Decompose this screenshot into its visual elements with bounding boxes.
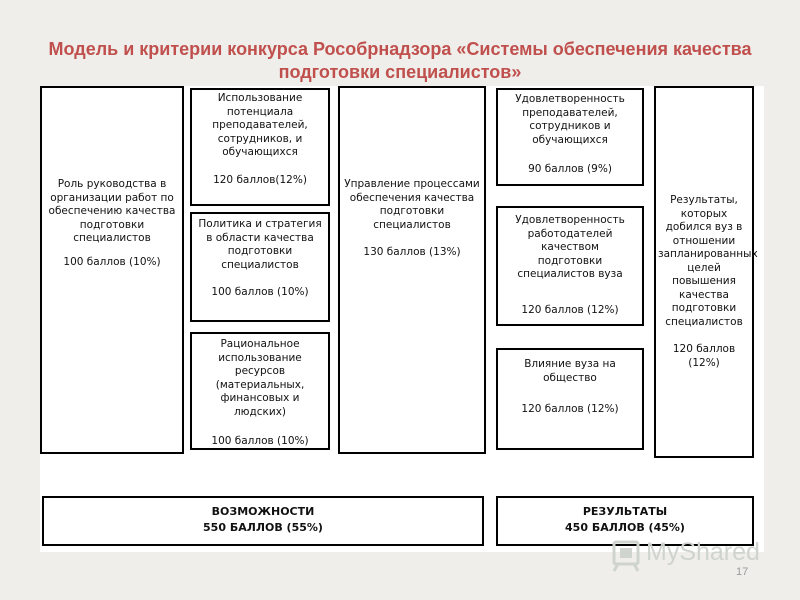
box-society: [496, 348, 644, 450]
box-results-total-label: РЕЗУЛЬТАТЫ: [582, 505, 668, 518]
box-leadership: [40, 86, 184, 454]
box-leadership-score: 100 баллов (10%): [63, 255, 161, 268]
box-society-score: 120 баллов (12%): [521, 403, 619, 415]
box-leadership-text: Роль руководства в организации работ по обеспечению качества подготовки специалистов: [48, 178, 176, 244]
box-society-text: Влияние вуза на общество: [524, 358, 616, 384]
box-results-text: Результаты, которых добился вуз в отношении запланированных целей повышения качества подготовки специалистов: [658, 194, 758, 328]
box-staff-satisfaction-score: 90 баллов (9%): [528, 163, 612, 175]
box-opportunities: [42, 496, 484, 546]
slide-title: Модель и критерии конкурса Рособрнадзора «Системы обеспечения качества подготовки специалистов»: [48, 39, 752, 82]
watermark-text: MyShared: [646, 538, 760, 566]
box-employer-satisfaction: [496, 206, 644, 326]
box-potential: [190, 88, 330, 206]
box-resources: [190, 332, 330, 450]
box-potential-text: Использование потенциала преподавателей, сотрудников, и обучающихся: [212, 92, 308, 158]
box-employer-satisfaction-text: Удовлетворенность работодателей качеством подготовки специалистов вуза: [515, 214, 625, 280]
box-results-score: 120 баллов (12%): [672, 343, 736, 369]
box-process: [338, 86, 486, 454]
box-resources-text: Рациональное использование ресурсов (материальных, финансовых и людских): [215, 338, 305, 418]
box-resources-score: 100 баллов (10%): [211, 435, 309, 447]
box-potential-score: 120 баллов(12%): [213, 173, 307, 186]
box-staff-satisfaction-text: Удовлетворенность преподавателей, сотрудников и обучающихся: [515, 93, 625, 146]
box-policy-score: 100 баллов (10%): [211, 286, 309, 298]
box-policy: [190, 212, 330, 322]
box-staff-satisfaction: [496, 88, 644, 186]
box-employer-satisfaction-score: 120 баллов (12%): [521, 303, 619, 316]
box-results: [654, 86, 758, 458]
box-opportunities-score: 550 БАЛЛОВ (55%): [203, 521, 323, 534]
diagram-canvas: [40, 86, 764, 552]
page-number: 17: [736, 566, 749, 578]
box-process-score: 130 баллов (13%): [363, 246, 461, 258]
box-process-text: Управление процессами обеспечения качества подготовки специалистов: [344, 178, 480, 231]
box-policy-text: Политика и стратегия в области качества подготовки специалистов: [198, 218, 322, 271]
box-opportunities-label: ВОЗМОЖНОСТИ: [211, 505, 315, 518]
box-results-total-score: 450 БАЛЛОВ (45%): [565, 521, 685, 534]
